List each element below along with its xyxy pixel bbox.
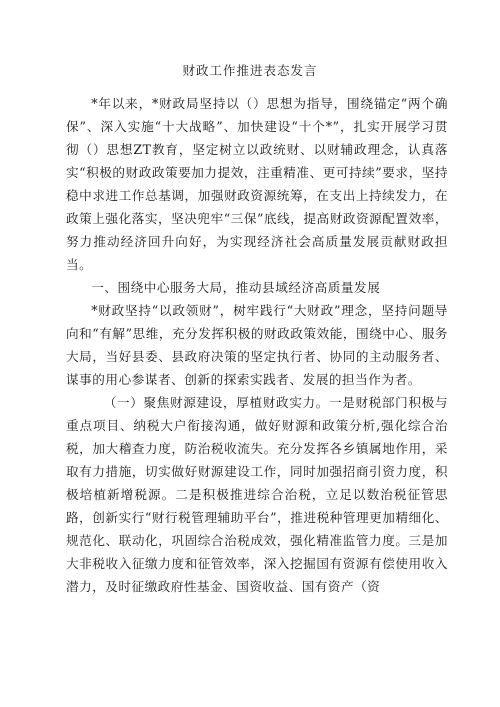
subsection-1-paragraph: （一）聚焦财源建设，厚植财政实力。一是财税部门积极与重点项目、纳税大户衔接沟通，做好财源和政策分析,强化综合治税，加大稽查力度，防治税收流失。充分发挥各乡镇属地作用，采取有力措施，切实做好财源建设工作，同时加强招商引资力度，积极培植新增税源。二是积极推进综合治税，立足以数治税征管思路，创新实行“财行税管理辅助平台”，推进税种管理更加精细化、规范化、联动化，巩固综合治税成效，强化精准监管力度。三是加大非税收入征缴力度和征管效率，深入挖掘国有资源有偿使用收入潜力，及时征缴政府性基金、国资收益、国有资产（资 bbox=[66, 395, 448, 594]
document-title: 财政工作推进表态发言 bbox=[182, 63, 318, 78]
section-heading-1: 一、围绕中心服务大局，推动县域经济高质量发展 bbox=[91, 280, 381, 295]
intro-paragraph: *年以来，*财政局坚持以（）思想为指导，围绕锚定“两个确保”、深入实施“十大战略”、加快建设“十个*”，扎实开展学习贯彻（）思想ZT教育，坚定树立以政统财、以财辅政理念，认真落实“积极的财政政策要加力提效，注重精准、更可持续”要求，坚持稳中求进工作总基调，加强财政资源统筹，在支出上持续发力，在政策上强化落实，坚决兜牢“三保”底线，提高财政资源配置效率，努力推动经济回升向好，为实现经济社会高质量发展贡献财政担当。 bbox=[66, 96, 449, 272]
section-1-paragraph: *财政坚持“以政领财”，树牢践行“大财政”理念，坚持问题导向和“有解”思维，充分发挥积极的财政政策效能，围绕中心、服务大局，当好县委、县政府决策的坚定执行者、协同的主动服务者、谋事的用心参谋者、创新的探索实践者、发展的担当作为者。 bbox=[66, 303, 449, 387]
